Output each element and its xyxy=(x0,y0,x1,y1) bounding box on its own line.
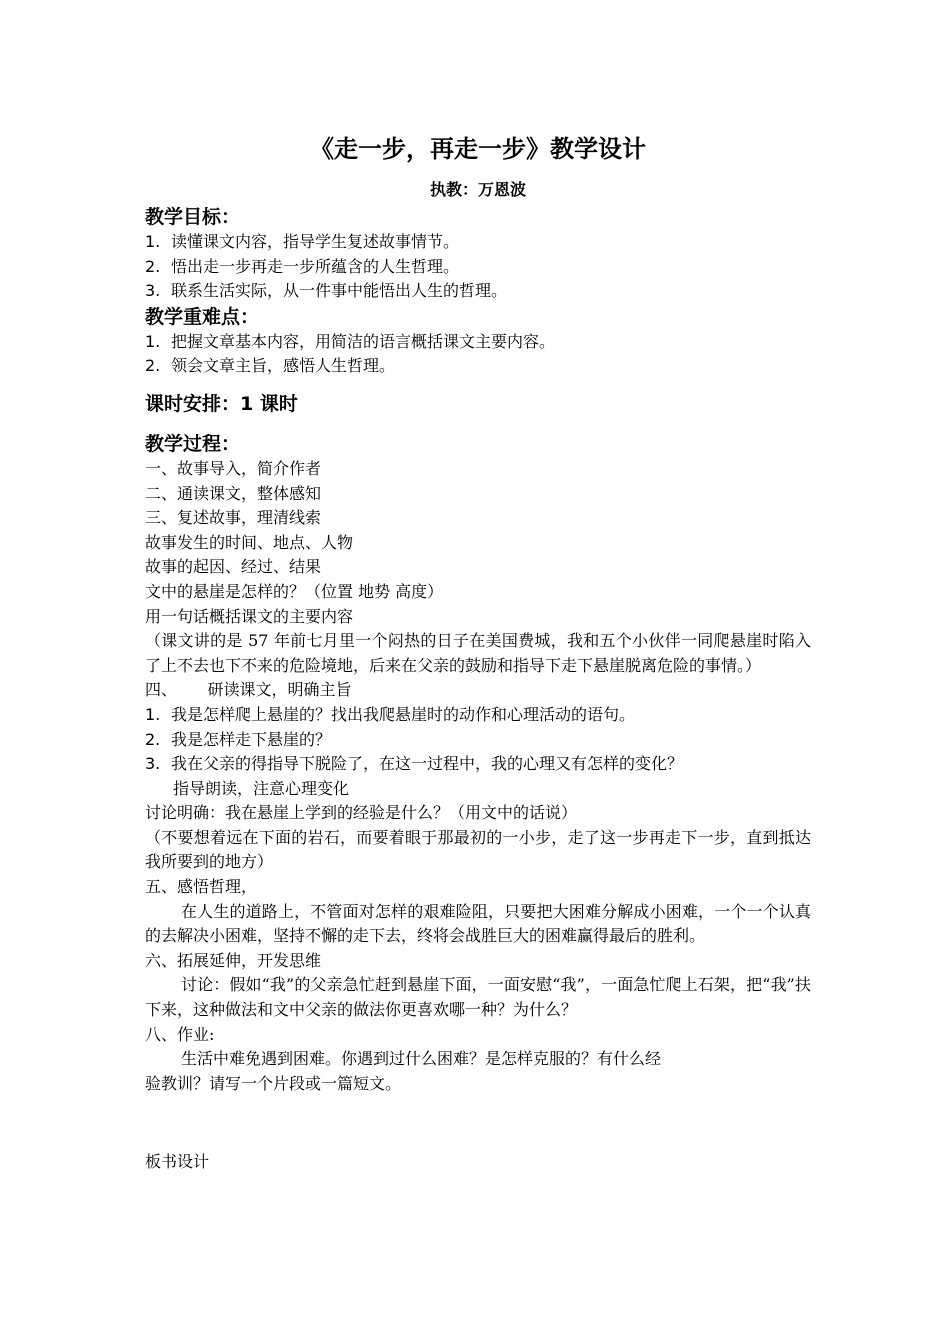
author-line: 执教：万恩波 xyxy=(429,180,526,199)
step-heading: 八、作业: xyxy=(145,1024,215,1044)
summary-answer: （课文讲的是 57 年前七月里一个闷热的日子在美国费城，我和五个小伙伴一同爬悬崖时陷入了上不去也下不来的危险境地，后来在父亲的鼓励和指导下走下悬崖脱离危险的事情。） xyxy=(145,631,811,675)
homework-line: 生活中难免遇到困难。你遇到过什么困难？是怎样克服的？有什么经 xyxy=(181,1049,662,1069)
step6-paragraph: 讨论：假如“我”的父亲急忙赶到悬崖下面，一面安慰“我”，一面急忙爬上石架，把“我”扶下来，这种做法和文中父亲的做法你更喜欢哪一种？为什么？ xyxy=(145,975,811,1020)
guide-reading: 指导朗读，注意心理变化 xyxy=(173,778,350,798)
step-heading: 一、故事导入，简介作者 xyxy=(145,458,322,478)
objectives-heading: 教学目标： xyxy=(145,206,241,228)
key-point-item: 2. 领会文章主旨，感悟人生哲理。 xyxy=(145,356,396,376)
board-design-heading: 板书设计 xyxy=(145,1152,210,1172)
step-heading: 六、拓展延伸，开发思维 xyxy=(145,950,322,970)
objective-item: 1. 读懂课文内容，指导学生复述故事情节。 xyxy=(145,232,460,251)
step4-item: 1. 我是怎样爬上悬崖的？找出我爬悬崖时的动作和心理活动的语句。 xyxy=(145,704,636,724)
discussion-question: 讨论明确：我在悬崖上学到的经验是什么？（用文中的话说） xyxy=(145,803,578,823)
objective-item: 3. 联系生活实际，从一件事中能悟出人生的哲理。 xyxy=(145,281,508,301)
step-heading: 二、通读课文，整体感知 xyxy=(145,483,322,503)
step-heading: 四、 研读课文，明确主旨 xyxy=(145,680,352,700)
step-heading: 五、感悟哲理， xyxy=(145,877,258,897)
step5-paragraph: 在人生的道路上，不管面对怎样的艰难险阻，只要把大困难分解成小困难，一个一个认真的去解决小困难，坚持不懈的走下去，终将会战胜巨大的困难赢得最后的胜利。 xyxy=(145,901,811,946)
question-line: 故事的起因、经过、结果 xyxy=(145,557,322,577)
homework-line: 验教训？请写一个片段或一篇短文。 xyxy=(145,1073,402,1093)
step-heading: 三、复述故事，理清线索 xyxy=(145,508,322,528)
step4-item: 2. 我是怎样走下悬崖的？ xyxy=(145,729,332,749)
document-title: 《走一步，再走一步》教学设计 xyxy=(310,135,646,163)
document-page xyxy=(145,132,811,1175)
question-line: 文中的悬崖是怎样的？（位置 地势 高度） xyxy=(145,581,444,601)
key-points-heading: 教学重难点： xyxy=(145,305,260,328)
step4-item: 3. 我在父亲的得指导下脱险了，在这一过程中，我的心理又有怎样的变化？ xyxy=(145,754,684,774)
question-line: 用一句话概括课文的主要内容 xyxy=(145,606,354,626)
objective-item: 2. 悟出走一步再走一步所蕴含的人生哲理。 xyxy=(145,256,460,276)
question-line: 故事发生的时间、地点、人物 xyxy=(145,532,354,552)
key-point-item: 1. 把握文章基本内容，用简洁的语言概括课文主要内容。 xyxy=(145,331,556,351)
schedule-heading: 课时安排：1 课时 xyxy=(145,392,298,415)
process-heading: 教学过程： xyxy=(145,432,241,455)
discussion-answer: （不要想着远在下面的岩石，而要着眼于那最初的一小步，走了这一步再走下一步，直到抵达我所要到的地方） xyxy=(145,827,811,872)
